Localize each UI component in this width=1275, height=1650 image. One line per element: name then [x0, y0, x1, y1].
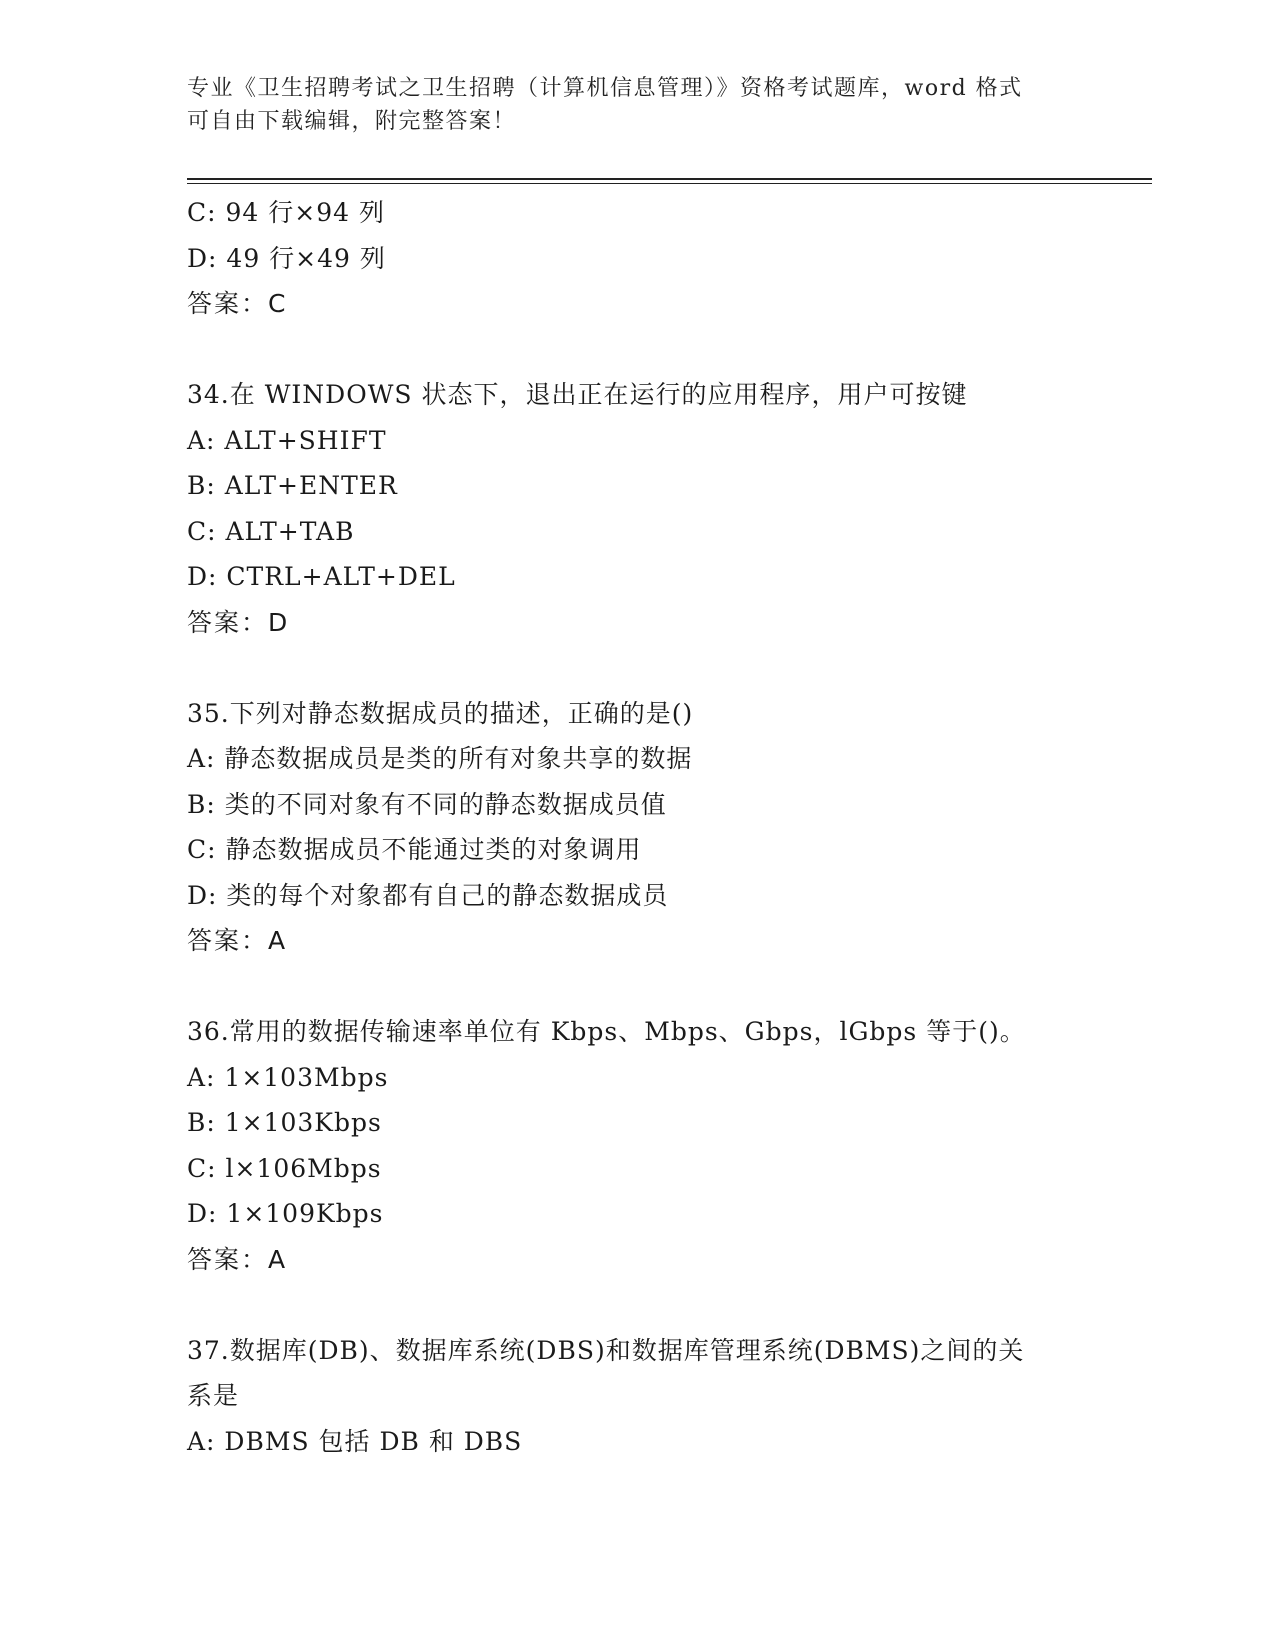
question-35: [187, 691, 1087, 964]
option-d: D: CTRL+ALT+DEL: [187, 562, 456, 591]
question-title-line-1: 37.数据库(DB)、数据库系统(DBS)和数据库管理系统(DBMS)之间的关: [187, 1335, 1025, 1365]
option-c: C: l×106Mbps: [187, 1153, 382, 1183]
spacer: [187, 1282, 1087, 1328]
question-fragment: [187, 190, 1087, 327]
question-content: [187, 190, 1087, 1464]
document-header: [187, 72, 1067, 138]
question-title: 34.在 WINDOWS 状态下，退出正在运行的应用程序，用户可按键: [187, 380, 968, 409]
option-a: A: ALT+SHIFT: [187, 425, 387, 455]
question-title-line-2: 系是: [187, 1381, 240, 1410]
option-a: A: DBMS 包括 DB 和 DBS: [187, 1426, 523, 1456]
answer-label: 答案：C: [187, 289, 288, 318]
option-b: B: 类的不同对象有不同的静态数据成员值: [187, 789, 667, 819]
option-b: B: ALT+ENTER: [187, 471, 398, 500]
answer-label: 答案：D: [187, 607, 290, 637]
answer-label: 答案：A: [187, 1244, 288, 1274]
option-c: C: ALT+TAB: [187, 516, 355, 546]
header-line-2: 可自由下载编辑，附完整答案！: [187, 109, 517, 134]
question-34: [187, 372, 1087, 645]
header-line-1: 专业《卫生招聘考试之卫生招聘（计算机信息管理）》资格考试题库，word 格式: [187, 76, 1023, 101]
option-a: A: 静态数据成员是类的所有对象共享的数据: [187, 744, 693, 773]
question-title: 36.常用的数据传输速率单位有 Kbps、Mbps、Gbps，lGbps 等于()。: [187, 1017, 1026, 1046]
header-divider-thin: [187, 183, 1152, 184]
header-divider-thick: [187, 178, 1152, 180]
question-title: 35.下列对静态数据成员的描述，正确的是(): [187, 698, 694, 728]
answer-label: 答案：A: [187, 926, 288, 955]
option-b: B: 1×103Kbps: [187, 1108, 382, 1137]
option-d: D: 49 行×49 列: [187, 243, 386, 273]
option-d: D: 类的每个对象都有自己的静态数据成员: [187, 880, 669, 910]
spacer: [187, 327, 1087, 373]
spacer: [187, 645, 1087, 691]
option-a: A: 1×103Mbps: [187, 1062, 389, 1092]
option-d: D: 1×109Kbps: [187, 1199, 384, 1228]
option-c: C: 静态数据成员不能通过类的对象调用: [187, 835, 642, 864]
question-37: [187, 1328, 1087, 1465]
spacer: [187, 964, 1087, 1010]
option-c: C: 94 行×94 列: [187, 198, 385, 227]
question-36: [187, 1009, 1087, 1282]
